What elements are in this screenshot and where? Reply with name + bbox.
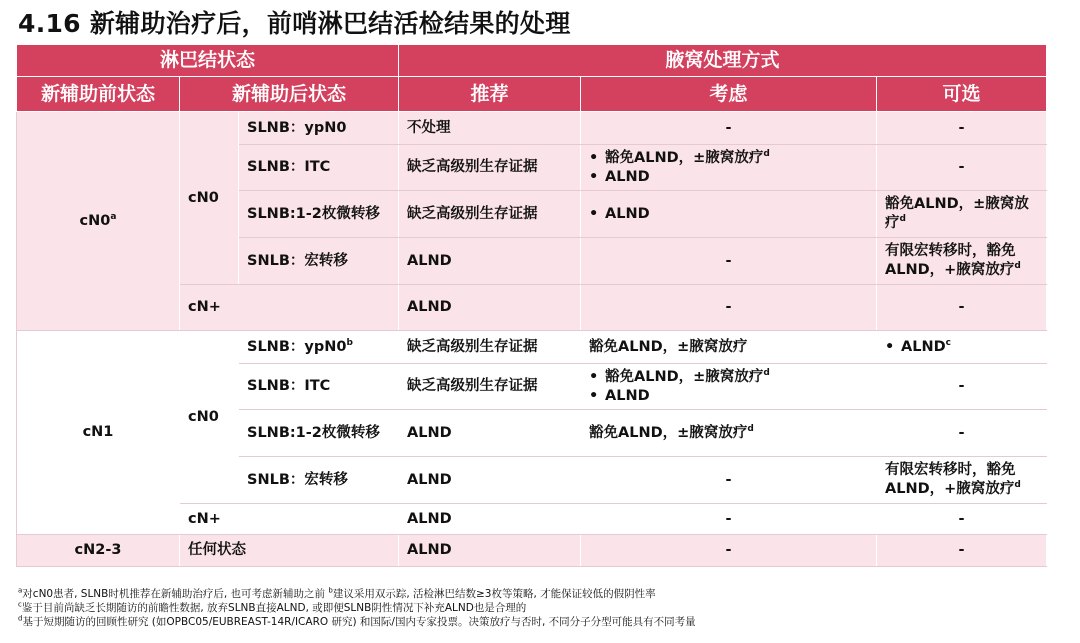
sln-status: SLNB：ypN0$^b$ (239, 331, 399, 364)
optional-cell: - (877, 364, 1047, 410)
pre-status-cell: cN2-3 (17, 535, 180, 567)
optional-cell: - (877, 112, 1047, 145)
pre-status-cell: cN1 (17, 331, 180, 535)
table-row (17, 331, 1047, 364)
header-recommend: 推荐 (399, 77, 581, 112)
recommend-cell: 缺乏高级别生存证据 (399, 145, 581, 191)
optional-cell: - (877, 504, 1047, 535)
optional-cell: • ALND$^c$ (877, 331, 1047, 364)
consider-cell: 豁免ALND，±腋窝放疗 (581, 331, 877, 364)
optional-cell: - (877, 285, 1047, 331)
header-lymph-status: 淋巴结状态 (17, 45, 399, 77)
recommend-cell: ALND (399, 457, 581, 504)
consider-cell: - (581, 535, 877, 567)
post-status-cnplus: cN+ (180, 504, 399, 535)
sln-status: SNLB：宏转移 (239, 238, 399, 285)
consider-cell: - (581, 504, 877, 535)
header-post-neoadjuvant: 新辅助后状态 (180, 77, 399, 112)
recommend-cell: ALND (399, 285, 581, 331)
post-status-cnplus: cN+ (180, 285, 399, 331)
consider-cell: - (581, 457, 877, 504)
consider-cell: - (581, 238, 877, 285)
recommend-cell: 缺乏高级别生存证据 (399, 191, 581, 238)
recommend-cell: 不处理 (399, 112, 581, 145)
sln-status: SLNB:1-2枚微转移 (239, 410, 399, 457)
recommend-cell: ALND (399, 504, 581, 535)
sln-status: SLNB:1-2枚微转移 (239, 191, 399, 238)
consider-cell: • 豁免ALND，±腋窝放疗$^d$ • ALND (581, 145, 877, 191)
header-consider: 考虑 (581, 77, 877, 112)
optional-cell: 豁免ALND，±腋窝放疗$^d$ (877, 191, 1047, 238)
recommend-cell: ALND (399, 238, 581, 285)
optional-cell: - (877, 410, 1047, 457)
header-pre-neoadjuvant: 新辅助前状态 (17, 77, 180, 112)
sln-status: SLNB：ypN0 (239, 112, 399, 145)
consider-cell: - (581, 285, 877, 331)
recommend-cell: ALND (399, 535, 581, 567)
consider-cell: • 豁免ALND，±腋窝放疗$^d$ • ALND (581, 364, 877, 410)
post-status-group: cN0 (180, 331, 239, 504)
sln-status: SLNB：ITC (239, 364, 399, 410)
footnote-d: $^d$基于短期随访的回顾性研究 (如OPBC05/EUBREAST-14R/ICARO 研究) 和国际/国内专家投票。决策放疗与否时, 不同分子分型可能具有不同考量 (18, 614, 696, 628)
footnote-c: $^c$鉴于目前尚缺乏长期随访的前瞻性数据, 放弃SLNB直接ALND, 或即便SLNB阴性情况下补充ALND也是合理的 (18, 600, 527, 614)
optional-cell: 有限宏转移时，豁免 ALND，+腋窝放疗$^d$ (877, 457, 1047, 504)
footnotes (18, 587, 696, 629)
optional-cell: - (877, 535, 1047, 567)
post-status-group: cN0 (180, 112, 239, 285)
consider-cell: • ALND (581, 191, 877, 238)
table-row (17, 535, 1047, 567)
recommend-cell: ALND (399, 410, 581, 457)
header-optional: 可选 (877, 77, 1047, 112)
sln-management-table (16, 44, 1047, 567)
pre-status-cell: cN0$^a$ (17, 112, 180, 331)
table-row (17, 112, 1047, 145)
page-title: 4.16 新辅助治疗后，前哨淋巴结活检结果的处理 (18, 9, 571, 38)
post-status-any: 任何状态 (180, 535, 399, 567)
header-axilla-management: 腋窝处理方式 (399, 45, 1047, 77)
sln-status: SLNB：ITC (239, 145, 399, 191)
recommend-cell: 缺乏高级别生存证据 (399, 364, 581, 410)
optional-cell: 有限宏转移时，豁免 ALND，+腋窝放疗$^d$ (877, 238, 1047, 285)
sln-status: SNLB：宏转移 (239, 457, 399, 504)
recommend-cell: 缺乏高级别生存证据 (399, 331, 581, 364)
consider-cell: - (581, 112, 877, 145)
optional-cell: - (877, 145, 1047, 191)
consider-cell: 豁免ALND，±腋窝放疗$^d$ (581, 410, 877, 457)
footnote-a-b: $^a$对cN0患者, SLNB时机推荐在新辅助治疗后, 也可考虑新辅助之前 $^b$建议采用双示踪, 活检淋巴结数≥3枚等策略, 才能保证较低的假阴性率 (18, 586, 656, 600)
